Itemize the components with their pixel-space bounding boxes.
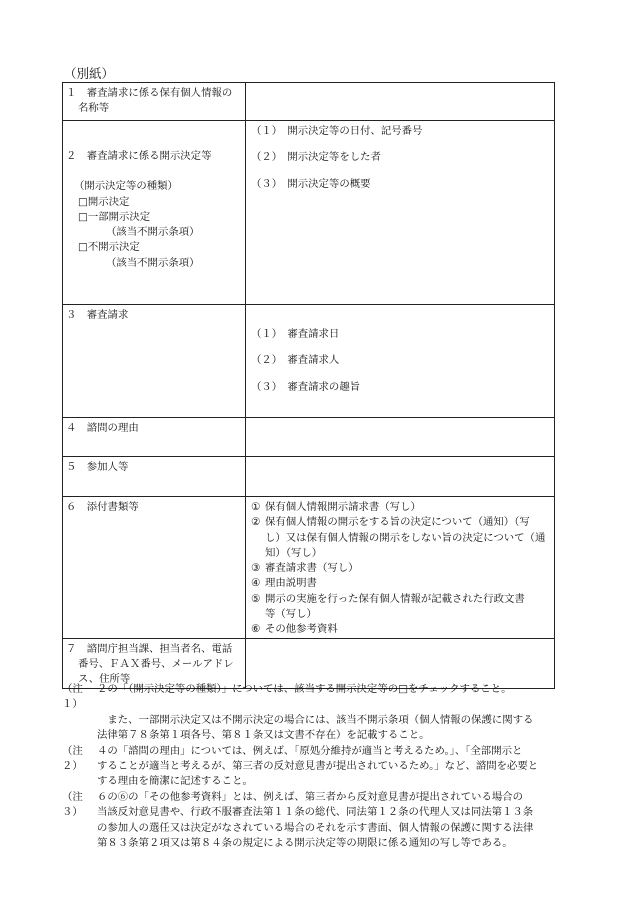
decision-kind-heading: （開示決定等の種類） (74, 180, 178, 193)
row-7-label-line: ス、住所等 (78, 673, 131, 686)
row-5-title: ５ 参加人等 (66, 461, 129, 473)
attachment-item (251, 592, 551, 623)
note-1-extra (62, 713, 552, 728)
note-line: する理由を簡潔に記述すること。 (97, 775, 253, 788)
decision-date-number: （１） 開示決定等の日付、記号番号 (251, 125, 423, 137)
note-line: 当該反対意見書や、行政不服審査法第１１条の総代、同法第１２条の代理人又は同法第１３条 (97, 806, 534, 819)
note-1-extra-cont (62, 728, 552, 743)
row-2-title: ２ 審査請求に係る開示決定等 (66, 150, 212, 162)
row-7-label-line: ７ 諮問庁担当課、担当者名、電話 (66, 642, 233, 655)
attachment-line: 保有個人情報開示請求書（写し） (265, 501, 421, 513)
attachment-number: ① (251, 501, 261, 513)
attachment-line: 開示の実施を行った保有個人情報が記載された行政文書 (265, 592, 525, 605)
attachment-line: 審査請求書（写し） (265, 562, 359, 575)
attachment-text (265, 500, 551, 515)
row-1-label-line: 名称等 (78, 102, 110, 115)
row-5-label-cell (63, 457, 246, 497)
row-3-label-cell (63, 305, 246, 418)
attachment-text (265, 622, 551, 637)
attachment-item (251, 500, 551, 515)
nondisclosure-clause-label: （該当不開示条項） (106, 256, 200, 269)
attachment-item (251, 622, 551, 637)
attachment-text (265, 592, 551, 623)
note-label: （注３） (62, 790, 83, 819)
row-6-attachments (63, 497, 555, 639)
checkbox-disclosure[interactable]: □開示決定 (78, 195, 130, 208)
note-line: ２の「（開示決定等の種類）」については、該当する開示決定等の□をチェックすること。 (97, 683, 512, 695)
row-6-value-cell (246, 497, 555, 639)
attachment-text (265, 515, 551, 561)
attachment-number: ⑥ (251, 623, 261, 636)
row-3-title: ３ 審査請求 (66, 309, 129, 321)
checkbox-nondisclosure[interactable]: □不開示決定 (78, 241, 140, 254)
decision-summary: （３） 開示決定等の概要 (251, 177, 371, 190)
row-2-value-cell[interactable] (246, 121, 555, 305)
note-body (97, 682, 552, 713)
row-2-disclosure-decision (63, 121, 555, 305)
row-2-label-cell (63, 121, 246, 305)
checkbox-partial-disclosure[interactable]: □一部開示決定 (78, 210, 151, 223)
row-1-label-line: １ 審査請求に係る保有個人情報の (66, 87, 233, 99)
attachment-line: 保有個人情報の開示をする旨の決定について（通知）（写 (265, 516, 530, 529)
attachment-number: ④ (251, 577, 261, 590)
note-body (97, 744, 552, 790)
attachment-item (251, 515, 551, 561)
row-1-value-cell[interactable] (246, 83, 555, 121)
row-4-consultation-reason (63, 418, 555, 457)
row-6-title: ６ 添付書類等 (66, 501, 139, 513)
attachment-item (251, 561, 551, 576)
row-7-contact (63, 638, 555, 688)
review-request-purpose: （３） 審査請求の趣旨 (251, 380, 361, 393)
review-request-date: （１） 審査請求日 (251, 328, 340, 340)
row-7-label-line: 番号、ＦＡＸ番号、メールアドレ (78, 657, 234, 670)
row-4-title: ４ 諮問の理由 (66, 422, 139, 434)
attachment-item (251, 576, 551, 591)
notes-section (62, 682, 552, 851)
row-4-label-cell (63, 418, 246, 457)
attachment-number: ③ (251, 562, 261, 575)
row-1-label-cell (63, 83, 246, 121)
note-line: することが適当と考えるが、第三者の反対意見書が提出されているため。」など、諮問を必要と (97, 760, 539, 773)
review-requester: （２） 審査請求人 (251, 354, 340, 367)
note-line: ６の⑥の「その他参考資料」とは、例えば、第三者から反対意見書が提出されている場合の (97, 790, 524, 803)
row-1-personal-info-name (63, 83, 555, 121)
row-7-label-cell (63, 638, 246, 688)
note-line: また、一部開示決定又は不開示決定の場合には、該当不開示条項（個人情報の保護に関する (107, 713, 534, 726)
attachment-text (265, 561, 551, 576)
attachment-number: ⑤ (251, 592, 261, 605)
row-7-value-cell[interactable] (246, 638, 555, 688)
note-line: の参加人の選任又は決定がなされている場合のそれを示す書面、個人情報の保護に関する法律 (97, 821, 534, 834)
page-title: （別紙） (64, 66, 115, 81)
row-5-value-cell[interactable] (246, 457, 555, 497)
note-label: （注１） (62, 683, 83, 711)
attachment-number: ② (251, 516, 261, 529)
attachment-line: し）又は保有個人情報の開示をしない旨の決定について（通 (265, 531, 546, 544)
row-3-review-request (63, 305, 555, 418)
row-5-participants (63, 457, 555, 497)
row-4-value-cell[interactable] (246, 418, 555, 457)
row-6-label-cell (63, 497, 246, 639)
form-table (62, 82, 555, 689)
note-2 (62, 744, 552, 790)
attachment-line: 理由説明書 (265, 577, 317, 590)
note-1 (62, 682, 552, 713)
note-label: （注２） (62, 744, 83, 773)
note-line: 第８３条第２項又は第８４条の規定による開示決定等の期限に係る通知の写し等である。 (97, 837, 513, 850)
partial-nondisclosure-clause-label: （該当不開示条項） (106, 226, 200, 239)
attachment-line: その他参考資料 (265, 623, 338, 636)
note-body (97, 790, 552, 852)
attachment-line: 知）（写し） (265, 546, 323, 559)
decision-maker: （２） 開示決定等をした者 (251, 151, 381, 164)
note-line: 法律第７８条第１項各号、第８１条又は文書不存在）を記載すること。 (97, 729, 430, 742)
note-3 (62, 790, 552, 852)
row-3-value-cell[interactable] (246, 305, 555, 418)
attachment-text (265, 576, 551, 591)
note-line: ４の「諮問の理由」については、例えば、「原処分維持が適当と考えるため。」、「全部開示と (97, 744, 523, 757)
attachment-line: 等（写し） (265, 608, 317, 621)
